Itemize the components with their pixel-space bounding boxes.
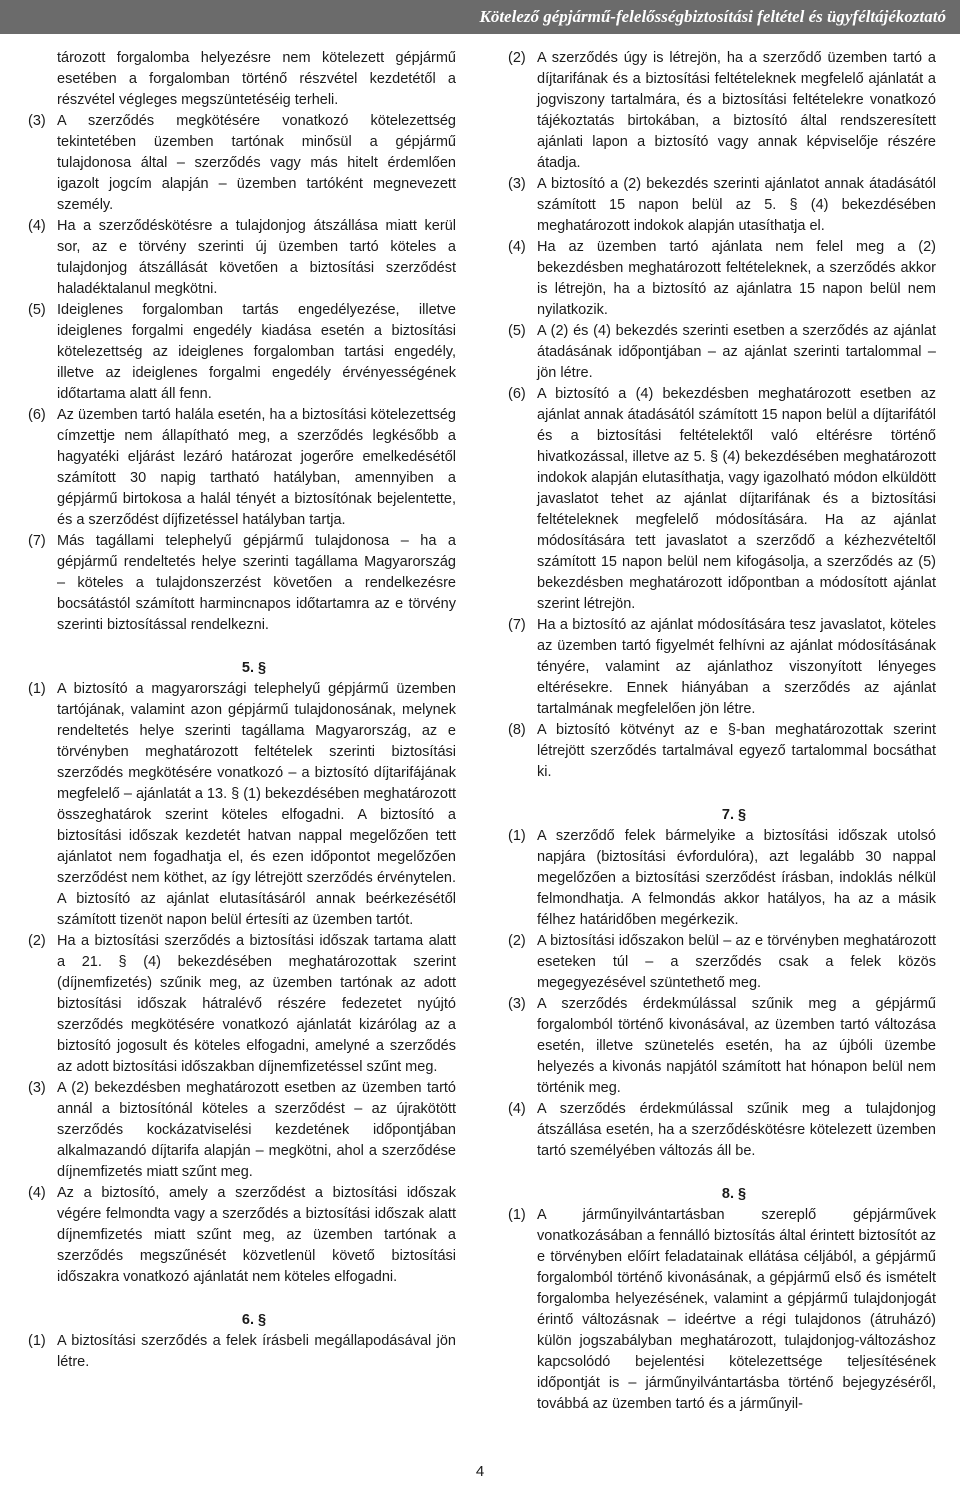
right-column bbox=[508, 48, 936, 1415]
paragraph-number: (6) bbox=[28, 407, 46, 423]
paragraph-text: A szerződő felek bármelyike a biztosítási időszak utolsó napjára (biztosítási évfordulóra), azt legalább 30 nappal megelőzően a biztosítási szerződést írásban, indoklás nélkül felmondhatja. A felmondás akkor hatályos, ha az a másik félhez határidőben megérkezik. bbox=[537, 828, 936, 928]
paragraph bbox=[28, 931, 456, 1078]
running-header: Kötelező gépjármű-felelősségbiztosítási feltétel és ügyféltájékoztató bbox=[0, 0, 960, 34]
paragraph-number: (1) bbox=[28, 681, 46, 697]
paragraph-text: Ha a biztosító az ajánlat módosítására tesz javaslatot, köteles az üzemben tartó figyelmét felhívni az ajánlat módosításának tényére, valamint az ajánlathoz viszonyított lényeges eltérésekre. Ennek hiányában a szerződés az ajánlat tartalmának megfelelően jön létre. bbox=[537, 617, 936, 717]
paragraph-text: A szerződés úgy is létrejön, ha a szerződő üzemben tartó a díjtarifának és a biztosítási feltételeknek megfelelő ajánlatát a jogviszony tartalmára, és a biztosítási feltételekre vonatkozó tájékoztatás birtokában, a biztosító által rendszeresített ajánlati lapon a biztosító vagy annak képviselője részére átadja. bbox=[537, 50, 936, 171]
paragraph-text: A szerződés érdekmúlással szűnik meg a tulajdonjog átszállása esetén, ha a szerződéskötésre kötelezett üzemben tartó személyében változás áll be. bbox=[537, 1101, 936, 1159]
paragraph-number: (3) bbox=[28, 1080, 46, 1096]
section-7-paragraphs bbox=[508, 826, 936, 1162]
paragraph bbox=[508, 174, 936, 237]
section-6-paragraphs-right bbox=[508, 48, 936, 783]
paragraph-text: A járműnyilvántartásban szereplő gépjárművek vonatkozásában a fennálló biztosítás által érintett biztosítót az e törvényben előírt feladatainak ellátása céljából, a gépjármű forgalomból történő kivonásának, a gépjármű első és ismételt forgalomba helyezésének, valamint a gépjármű tulajdonjogát érintő változásnak – ideértve a régi tulajdonos (átruházó) külön jogszabályban meghatározott, tulajdonjog-változáshoz kapcsolódó bejelentési kötelezettsége teljesítésének időpontját is – járműnyilvántartásba történő bejegyzéséről, továbbá az üzemben tartó és a járműnyil- bbox=[537, 1207, 936, 1412]
paragraph-text: Ha a biztosítási szerződés a biztosítási időszak tartama alatt a 21. § (4) bekezdésében meghatározottak szerint (díjnemfizetés) szűnik meg, az üzemben tartónak az adott biztosítási időszak hátralévő részére fedezetet nyújtó szerződés megkötésére vonatkozó ajánlatát kizárólag az a biztosító jogosult és köteles elfogadni, amelyné a szerződés az adott biztosítási időszakban díjnemfizetéssel szűnt meg. bbox=[57, 933, 456, 1075]
paragraph-text: A biztosító a magyarországi telephelyű gépjármű üzemben tartójának, valamint azon gépjármű tulajdonosának, melynek rendeltetés helye szerinti tagállama Magyarország, az e törvényben meghatározott feltételek szerinti biztosítási szerződés megkötésére vonatkozó – a biztosító díjtarifájának megfelelő – ajánlatát a 13. § (1) bekezdésében meghatározott összeghatárok szerint köteles elfogadni. A biztosító a biztosítási időszak kezdetét hatvan nappal megelőzően tett ajánlatot nem fogadhatja el, és ezen időpontot megelőzően szerződést nem köthet, az így létrejött szerződés érvénytelen. A biztosító az ajánlat elutasításáról annak beérkezésétől számított tizenöt napon belül értesíti az üzemben tartót. bbox=[57, 681, 457, 928]
paragraph-number: (3) bbox=[28, 113, 46, 129]
paragraph bbox=[28, 216, 456, 300]
paragraph-text: Más tagállami telephelyű gépjármű tulajdonosa – ha a gépjármű rendeltetés helye szerinti tagállama Magyarország – köteles a tulajdonszerzést követően a rendelkezésre bocsátástól számított harmincnapos időtartamra az e törvény szerinti biztosítással rendelkezni. bbox=[57, 533, 456, 633]
paragraph-text: A (2) bekezdésben meghatározott esetben az üzemben tartó annál a biztosítónál köteles a szerződést – az újrakötött szerződés kockázatviselési kezdetének időpontjában alkalmazandó díjtarifa alapján – megkötni, ahol a szerződése díjnemfizetés miatt szűnt meg. bbox=[57, 1080, 456, 1180]
paragraph-text: Az üzemben tartó halála esetén, ha a biztosítási kötelezettség címzettje nem állapítható meg, a szerződés legkésőbb a hagyatéki eljárást lezáró határozat jogerőre emelkedésétől számított 30 napig tartható hatályban, amennyiben a gépjármű birtokosa a halál tényét a biztosítónak bejelentette, és a szerződést díjfizetéssel hatályban tartja. bbox=[57, 407, 456, 528]
paragraph-number: (6) bbox=[508, 386, 526, 402]
paragraph-number: (5) bbox=[28, 302, 46, 318]
paragraph bbox=[28, 679, 456, 931]
section-5-title: 5. § bbox=[241, 660, 267, 676]
paragraph-number: (1) bbox=[508, 1207, 526, 1223]
paragraph-text: A biztosítási szerződés a felek írásbeli megállapodásával jön létre. bbox=[57, 1333, 456, 1370]
paragraph-text: Az a biztosító, amely a szerződést a biztosítási időszak végére felmondta vagy a szerződés a biztosítási időszak alatt díjnemfizetés miatt szűnt meg, az üzemben tartónak a szerződés megszűnését közvetlenül követő biztosítási időszakra vonatkozó ajánlatát nem köteles elfogadni. bbox=[57, 1185, 456, 1285]
paragraph bbox=[508, 994, 936, 1099]
paragraph bbox=[508, 321, 936, 384]
paragraph bbox=[28, 405, 456, 531]
section-6-paragraphs-left bbox=[28, 1331, 456, 1373]
page-number: 4 bbox=[475, 1463, 485, 1480]
paragraph-number: (4) bbox=[508, 1101, 526, 1117]
left-column bbox=[28, 48, 456, 1373]
paragraph bbox=[508, 1099, 936, 1162]
paragraph bbox=[28, 1078, 456, 1183]
paragraph bbox=[508, 826, 936, 931]
section-8-title: 8. § bbox=[721, 1186, 747, 1202]
paragraph-text: A biztosító kötvényt az e §-ban meghatározottak szerint létrejött szerződés tartalmával egyező tartalommal bocsáthat ki. bbox=[537, 722, 936, 780]
paragraph-text: Ha az üzemben tartó ajánlata nem felel meg a (2) bekezdésben meghatározott feltételeknek, a szerződés akkor is létrejön, ha a biztosító az ajánlatra 15 napon belül nem nyilatkozik. bbox=[537, 239, 936, 318]
paragraph-number: (2) bbox=[508, 933, 526, 949]
paragraph bbox=[508, 237, 936, 321]
paragraph bbox=[28, 111, 456, 216]
paragraph-number: (7) bbox=[28, 533, 46, 549]
paragraph bbox=[28, 531, 456, 636]
paragraph-text: Ideiglenes forgalomban tartás engedélyezése, illetve ideiglenes forgalmi engedély kiadása esetén a biztosítási kötelezettség az ideiglenes forgalomban tartási engedély, illetve az ideiglenes forgalmi engedély érvényességének időtartama alatt áll fenn. bbox=[57, 302, 456, 402]
paragraph-number: (3) bbox=[508, 996, 526, 1012]
paragraph bbox=[508, 615, 936, 720]
paragraph bbox=[508, 384, 936, 615]
section-7-title: 7. § bbox=[721, 807, 747, 823]
paragraph bbox=[28, 1183, 456, 1288]
paragraph-number: (3) bbox=[508, 176, 526, 192]
paragraph-number: (2) bbox=[28, 933, 46, 949]
paragraph-number: (5) bbox=[508, 323, 526, 339]
paragraph-number: (1) bbox=[508, 828, 526, 844]
paragraph-text: A biztosító a (2) bekezdés szerinti ajánlatot annak átadásától számított 15 napon belül az 5. § (4) bekezdésében meghatározott indokok alapján utasíthatja el. bbox=[537, 176, 936, 234]
paragraph-number: (2) bbox=[508, 50, 526, 66]
paragraph bbox=[508, 48, 936, 174]
paragraph-number: (7) bbox=[508, 617, 526, 633]
paragraph-text: A biztosító a (4) bekezdésben meghatározott esetben az ajánlat annak átadásától számított 15 napon belül a díjtarifától és a biztosítási feltételektől való eltérésre történő hivatkozással, illetve az 5. § (4) bekezdésében meghatározott indokok alapján elutasíthatja, vagy igazolható módon elküldött javaslatot tehet az ajánlat díjtarifának és a biztosítási feltételeknek megfelelő módosítására. Ha az ajánlat módosítására tett javaslatot a szerződő a kézhezvételtől számított 15 napon belül nem kifogásolja, a szerződés az (5) bekezdésben meghatározott időpontban a módosított ajánlat szerint létrejön. bbox=[537, 386, 936, 612]
paragraph-number: (1) bbox=[28, 1333, 46, 1349]
section-6-title: 6. § bbox=[241, 1312, 267, 1328]
paragraph-text: Ha a szerződéskötésre a tulajdonjog átszállása miatt kerül sor, az e törvény szerinti új üzemben tartó köteles a tulajdonjog átszállását követően a biztosítási szerződést haladéktalanul megkötni. bbox=[57, 218, 456, 297]
paragraph bbox=[508, 931, 936, 994]
paragraph-text: A szerződés érdekmúlással szűnik meg a gépjármű forgalomból történő kivonásával, az üzemben tartó változása esetén, illetve szünetelés esetén, ha az újbóli üzembe helyezés a kivonás napjától számított hat hónapon belül nem történik meg. bbox=[537, 996, 936, 1096]
paragraph-number: (4) bbox=[508, 239, 526, 255]
paragraph bbox=[28, 300, 456, 405]
paragraph-text: A biztosítási időszakon belül – az e törvényben meghatározott eseteken túl – a szerződés csak a felek közös megegyezésével szüntethető meg. bbox=[537, 933, 936, 991]
paragraph bbox=[508, 720, 936, 783]
section-8-paragraphs bbox=[508, 1205, 936, 1415]
section-4-paragraphs bbox=[28, 111, 456, 636]
paragraph-number: (4) bbox=[28, 1185, 46, 1201]
continued-paragraph: tározott forgalomba helyezésre nem kötelezett gépjármű esetében a forgalomban történő részvétel kezdetétől a részvétel végleges megszüntetéséig terheli. bbox=[57, 50, 456, 108]
section-5-paragraphs bbox=[28, 679, 456, 1288]
paragraph bbox=[28, 1331, 456, 1373]
paragraph-number: (8) bbox=[508, 722, 526, 738]
paragraph bbox=[508, 1205, 936, 1415]
paragraph-number: (4) bbox=[28, 218, 46, 234]
paragraph-text: A (2) és (4) bekezdés szerinti esetben a szerződés az ajánlat átadásának időpontjában – az ajánlat szerinti tartalommal – jön létre. bbox=[537, 323, 936, 381]
paragraph-text: A szerződés megkötésére vonatkozó kötelezettség tekintetében üzemben tartónak minősül a gépjármű tulajdonosa által – szerződés vagy más hitelt érdemlően igazolt jogcím alapján – üzemben tartóként megnevezett személy. bbox=[57, 113, 456, 213]
